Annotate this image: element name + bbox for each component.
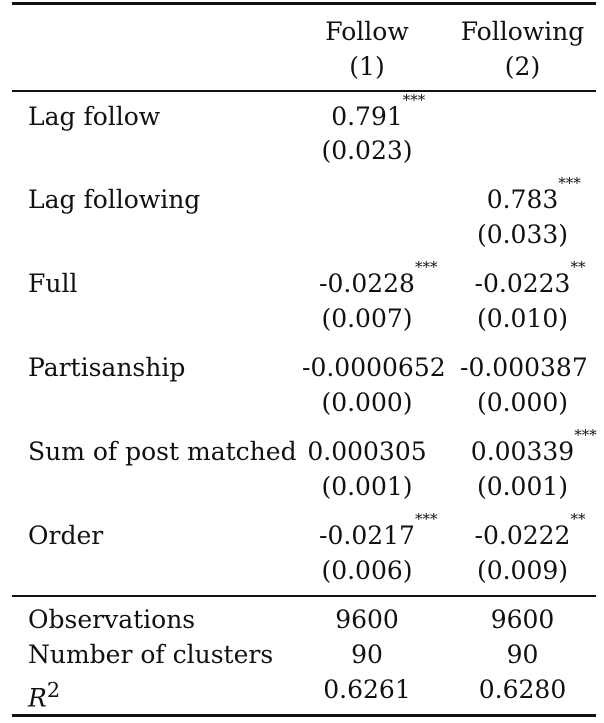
- coef-cell: [302, 258, 438, 301]
- coef-cell: [460, 100, 585, 134]
- significance-stars: ***: [574, 426, 597, 444]
- coef-value: -0.0222: [474, 521, 571, 550]
- r-squared-symbol: R: [28, 683, 47, 713]
- row-label-lag-follow: Lag follow: [28, 102, 161, 131]
- coef-cell: [302, 510, 438, 553]
- coef-value: -0.0228: [319, 269, 415, 298]
- coef-cell: [460, 510, 586, 553]
- r-squared-value: 0.6261: [323, 675, 411, 704]
- col2-header-name: Following: [460, 17, 585, 46]
- coef-cell: [460, 258, 586, 301]
- std-error: (0.000): [321, 388, 413, 417]
- std-error: (0.000): [476, 388, 569, 417]
- row-label-full: Full: [28, 269, 78, 298]
- coef-cell: [302, 91, 432, 134]
- coef-value: 0.000305: [307, 437, 427, 466]
- significance-stars: ***: [414, 258, 438, 276]
- significance-stars: **: [570, 510, 586, 528]
- significance-stars: **: [570, 258, 586, 276]
- coef-value: -0.0223: [474, 269, 571, 298]
- r-squared-label: [28, 673, 60, 715]
- observations-value: 9600: [490, 605, 555, 634]
- bottom-rule: [12, 714, 596, 717]
- coef-value: -0.000387: [460, 353, 588, 382]
- clusters-label: Number of clusters: [28, 640, 274, 669]
- std-error: (0.007): [321, 304, 413, 333]
- coef-value: -0.0000652: [302, 353, 446, 382]
- coef-cell: [460, 351, 588, 385]
- col1-header-name: Follow: [325, 17, 409, 46]
- coef-cell: [302, 183, 432, 217]
- row-label-order: Order: [28, 521, 104, 550]
- coef-value: 0.00339: [470, 437, 575, 466]
- clusters-value: 90: [351, 640, 383, 669]
- coef-cell: [302, 351, 446, 385]
- significance-stars: ***: [402, 91, 426, 109]
- stats-rule: [12, 595, 596, 597]
- coef-cell: [460, 426, 597, 469]
- row-label-partisanship: Partisanship: [28, 353, 186, 382]
- std-error: (0.001): [321, 472, 413, 501]
- r-squared-exponent: 2: [46, 678, 61, 702]
- std-error: (0.010): [476, 304, 569, 333]
- col2-header-number: (2): [504, 52, 541, 81]
- coef-cell: [460, 174, 585, 217]
- row-label-lag-following: Lag following: [28, 185, 201, 214]
- std-error: (0.023): [321, 136, 413, 165]
- coef-value: 0.791: [331, 102, 403, 131]
- std-error: (0.006): [321, 556, 413, 585]
- clusters-value: 90: [506, 640, 539, 669]
- r-squared-value: 0.6280: [478, 675, 567, 704]
- observations-label: Observations: [28, 605, 196, 634]
- std-error: (0.009): [476, 556, 569, 585]
- header-rule: [12, 90, 596, 92]
- observations-value: 9600: [335, 605, 399, 634]
- std-error: (0.033): [476, 220, 569, 249]
- coef-value: 0.783: [486, 185, 559, 214]
- significance-stars: ***: [414, 510, 438, 528]
- significance-stars: ***: [558, 174, 581, 192]
- row-label-sum-of-post-matched: Sum of post matched: [28, 437, 297, 466]
- coef-value: -0.0217: [319, 521, 415, 550]
- std-error: (0.001): [476, 472, 569, 501]
- top-rule: [12, 2, 596, 5]
- coef-cell: [302, 435, 432, 469]
- col1-header-number: (1): [349, 52, 385, 81]
